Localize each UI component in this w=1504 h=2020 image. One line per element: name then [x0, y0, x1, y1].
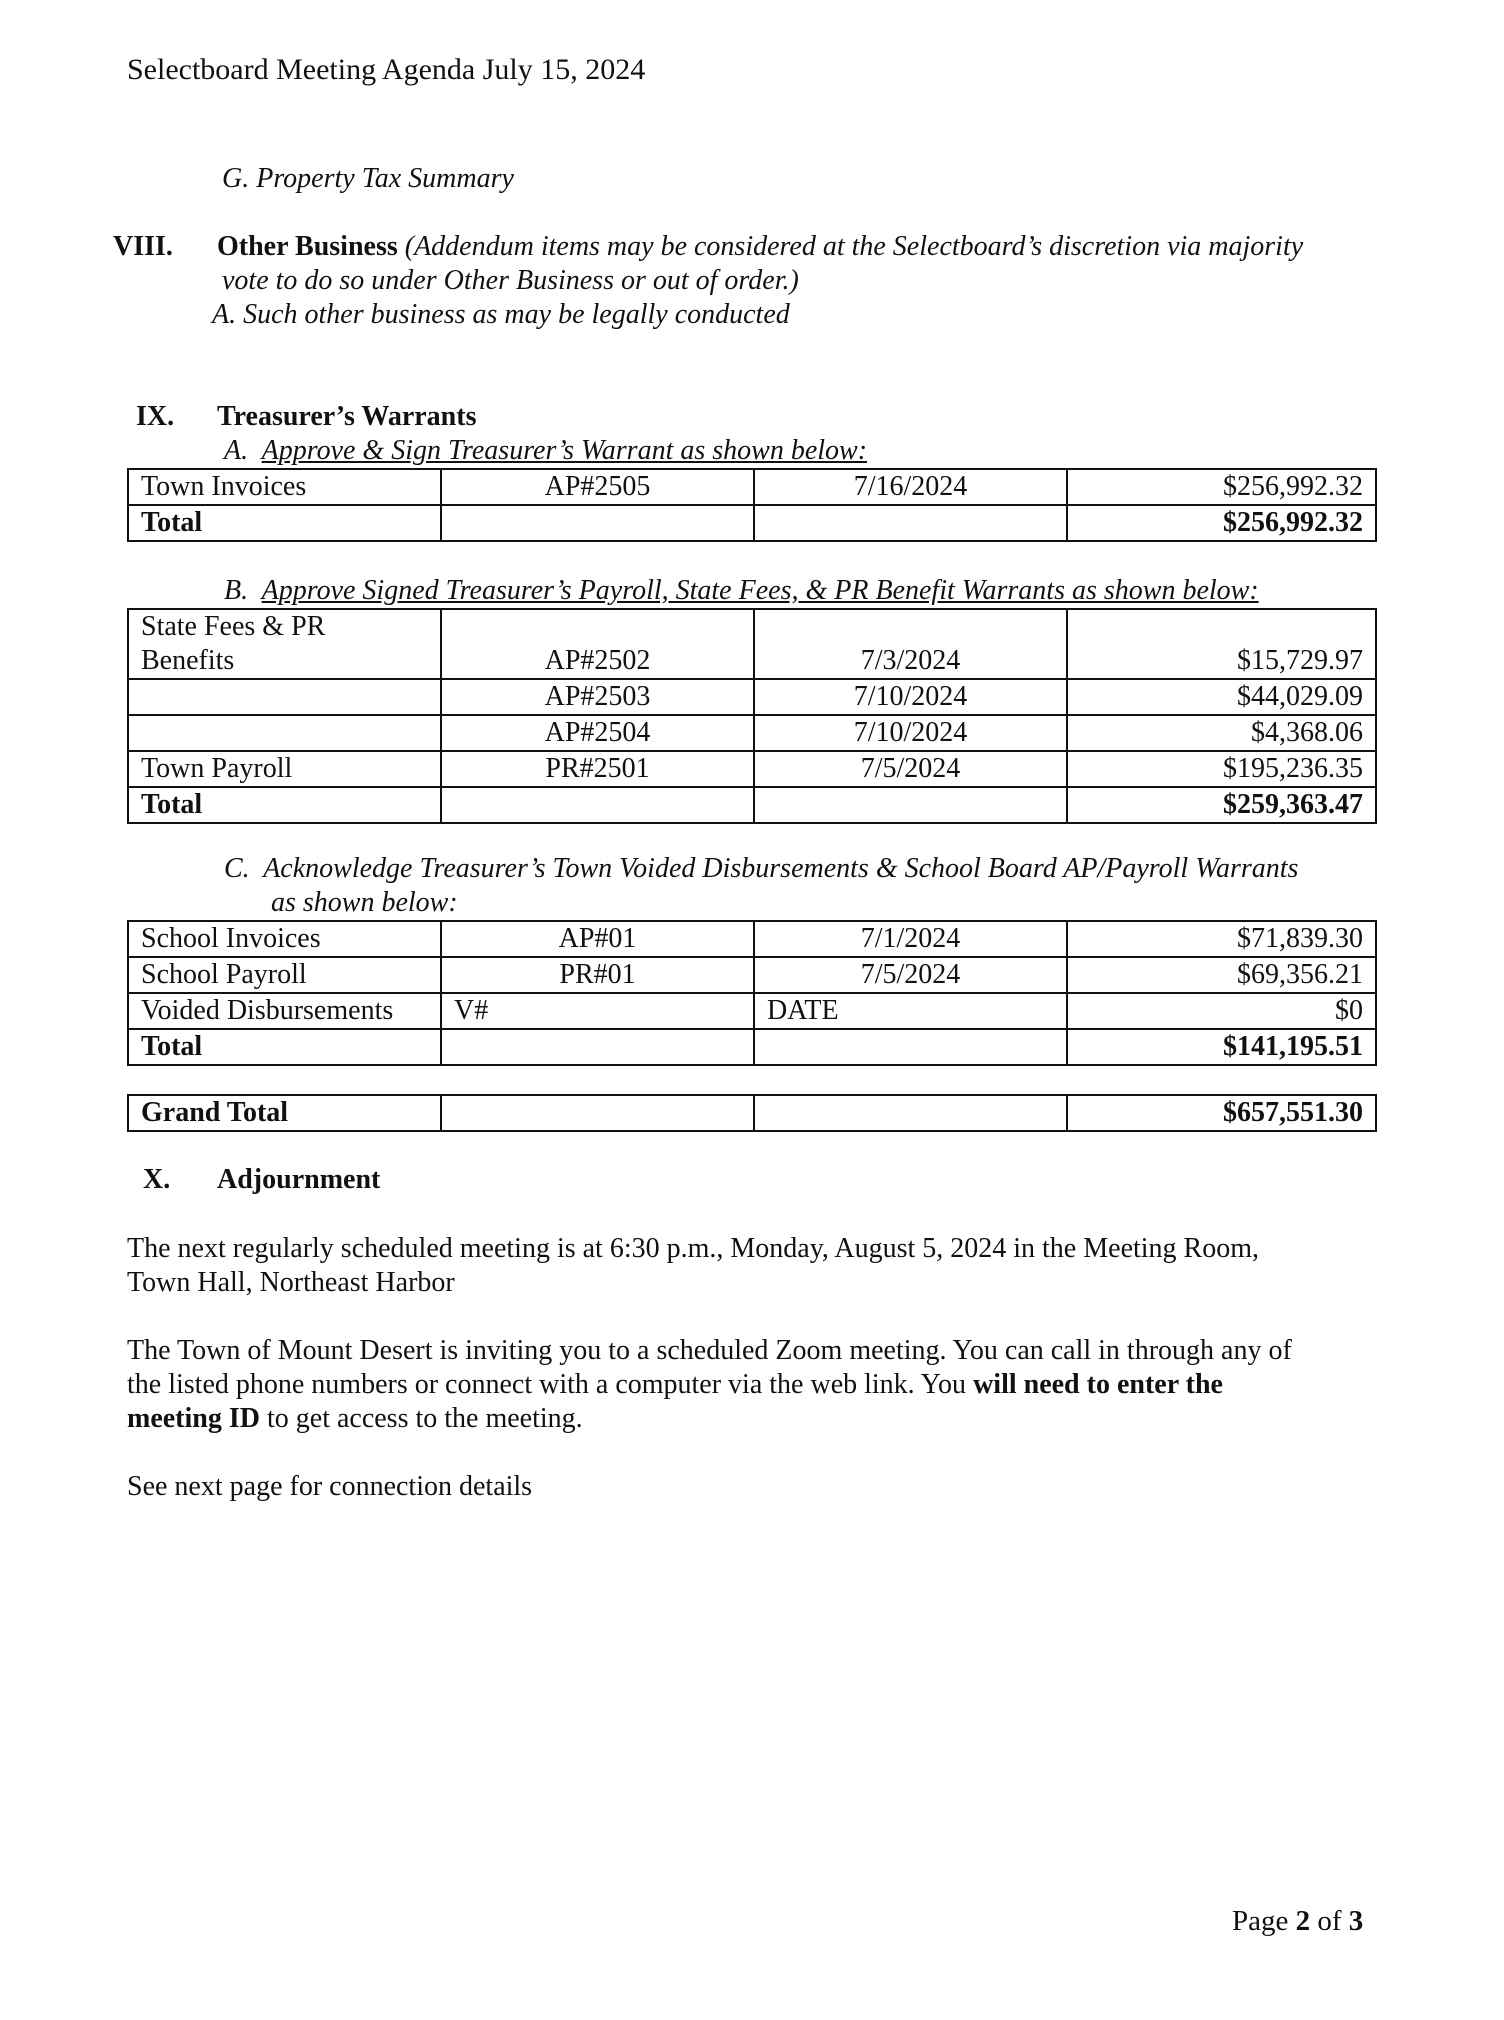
page-number: [1232, 1904, 1363, 1939]
warrant-c-heading: [224, 852, 1298, 886]
row-date: 7/16/2024: [754, 469, 1067, 505]
section-viii-note-cont: vote to do so under Other Business or out of order.): [222, 265, 799, 296]
warrant-b-text: Approve Signed Treasurer’s Payroll, State Fees, & PR Benefit Warrants as shown below:: [261, 575, 1259, 606]
row-amount: $44,029.09: [1067, 679, 1376, 715]
table-row: [128, 609, 1376, 679]
row-label: School Invoices: [128, 921, 441, 957]
empty-cell: [754, 1095, 1067, 1131]
grand-total-label: Grand Total: [128, 1095, 441, 1131]
warrant-a-prefix: A.: [224, 435, 249, 466]
total-label: Total: [128, 505, 441, 541]
row-ref: AP#01: [441, 921, 754, 957]
section-viii-heading: [217, 230, 1303, 264]
row-date: 7/3/2024: [754, 609, 1067, 679]
row-label-line1: State Fees & PR: [141, 611, 326, 642]
section-x-title: Adjournment: [217, 1164, 381, 1195]
zoom-invite-line1: The Town of Mount Desert is inviting you to a scheduled Zoom meeting. You can call in through any of: [127, 1335, 1292, 1366]
table-row: [128, 715, 1376, 751]
next-meeting-line1: The next regularly scheduled meeting is at 6:30 p.m., Monday, August 5, 2024 in the Meeting Room,: [127, 1233, 1260, 1264]
warrant-c-text: Acknowledge Treasurer’s Town Voided Disbursements & School Board AP/Payroll Warrants: [263, 853, 1299, 884]
row-label: Voided Disbursements: [128, 993, 441, 1029]
warrant-c-prefix: C.: [224, 853, 250, 884]
total-amount: $259,363.47: [1067, 787, 1376, 823]
next-meeting-paragraph: [127, 1232, 1377, 1300]
row-ref: AP#2502: [441, 609, 754, 679]
warrant-a-text: Approve & Sign Treasurer’s Warrant as shown below:: [261, 435, 868, 466]
empty-cell: [128, 679, 441, 715]
of-word: of: [1310, 1905, 1349, 1937]
row-amount: $0: [1067, 993, 1376, 1029]
warrant-c-heading-cont: as shown below:: [271, 887, 458, 918]
row-amount: $71,839.30: [1067, 921, 1376, 957]
row-amount: $69,356.21: [1067, 957, 1376, 993]
item-g-property-tax-summary: G. Property Tax Summary: [222, 163, 514, 194]
section-viii-title: Other Business: [217, 231, 398, 262]
page-total: 3: [1348, 1905, 1364, 1937]
zoom-invite-paragraph: [127, 1334, 1377, 1436]
section-ix-numeral: IX.: [136, 401, 175, 432]
section-viii-note: (Addendum items may be considered at the Selectboard’s discretion via majority: [404, 231, 1304, 262]
row-label-line2: Benefits: [141, 645, 235, 676]
empty-cell: [754, 787, 1067, 823]
row-amount: $195,236.35: [1067, 751, 1376, 787]
warrant-a-heading: [224, 434, 867, 468]
empty-cell: [754, 505, 1067, 541]
empty-cell: [441, 1029, 754, 1065]
row-date: 7/10/2024: [754, 715, 1067, 751]
section-x-numeral: X.: [143, 1164, 171, 1195]
table-row: [128, 921, 1376, 957]
zoom-invite-line3: to get access to the meeting.: [259, 1403, 583, 1434]
row-label: [128, 609, 441, 679]
table-row-total: [128, 505, 1376, 541]
warrant-a-table: [127, 468, 1377, 542]
row-date: DATE: [754, 993, 1067, 1029]
section-viii-item-a: A. Such other business as may be legally conducted: [212, 299, 790, 330]
row-label: Town Payroll: [128, 751, 441, 787]
row-amount: $256,992.32: [1067, 469, 1376, 505]
zoom-invite-line2: the listed phone numbers or connect with a computer via the web link. You: [127, 1369, 974, 1400]
row-ref: V#: [441, 993, 754, 1029]
total-amount: $141,195.51: [1067, 1029, 1376, 1065]
empty-cell: [754, 1029, 1067, 1065]
table-row: [128, 993, 1376, 1029]
table-row-total: [128, 787, 1376, 823]
connection-details-note: See next page for connection details: [127, 1471, 533, 1502]
total-amount: $256,992.32: [1067, 505, 1376, 541]
section-viii-numeral: VIII.: [113, 231, 173, 262]
row-ref: PR#2501: [441, 751, 754, 787]
row-ref: PR#01: [441, 957, 754, 993]
grand-total-table: [127, 1094, 1377, 1132]
next-meeting-line2: Town Hall, Northeast Harbor: [127, 1267, 455, 1298]
table-row: [128, 957, 1376, 993]
empty-cell: [441, 505, 754, 541]
zoom-invite-emphasis: will need to enter the: [973, 1369, 1223, 1400]
row-ref: AP#2505: [441, 469, 754, 505]
table-row: [128, 469, 1376, 505]
row-date: 7/5/2024: [754, 751, 1067, 787]
row-date: 7/10/2024: [754, 679, 1067, 715]
table-row-total: [128, 1029, 1376, 1065]
total-label: Total: [128, 787, 441, 823]
table-row-grand-total: [128, 1095, 1376, 1131]
document-title: Selectboard Meeting Agenda July 15, 2024: [127, 53, 646, 86]
warrant-b-prefix: B.: [224, 575, 249, 606]
empty-cell: [441, 1095, 754, 1131]
row-ref: AP#2503: [441, 679, 754, 715]
row-date: 7/5/2024: [754, 957, 1067, 993]
row-ref: AP#2504: [441, 715, 754, 751]
table-row: [128, 751, 1376, 787]
empty-cell: [128, 715, 441, 751]
row-label: Town Invoices: [128, 469, 441, 505]
zoom-invite-meeting-id: meeting ID: [127, 1403, 260, 1434]
warrant-c-table: [127, 920, 1377, 1066]
page-current: 2: [1295, 1905, 1311, 1937]
grand-total-amount: $657,551.30: [1067, 1095, 1376, 1131]
empty-cell: [441, 787, 754, 823]
total-label: Total: [128, 1029, 441, 1065]
row-label: School Payroll: [128, 957, 441, 993]
row-date: 7/1/2024: [754, 921, 1067, 957]
warrant-b-table: [127, 608, 1377, 824]
row-amount: $4,368.06: [1067, 715, 1376, 751]
warrant-b-heading: [224, 574, 1259, 608]
table-row: [128, 679, 1376, 715]
page-word: Page: [1232, 1905, 1296, 1937]
row-amount: $15,729.97: [1067, 609, 1376, 679]
section-ix-title: Treasurer’s Warrants: [217, 401, 477, 432]
